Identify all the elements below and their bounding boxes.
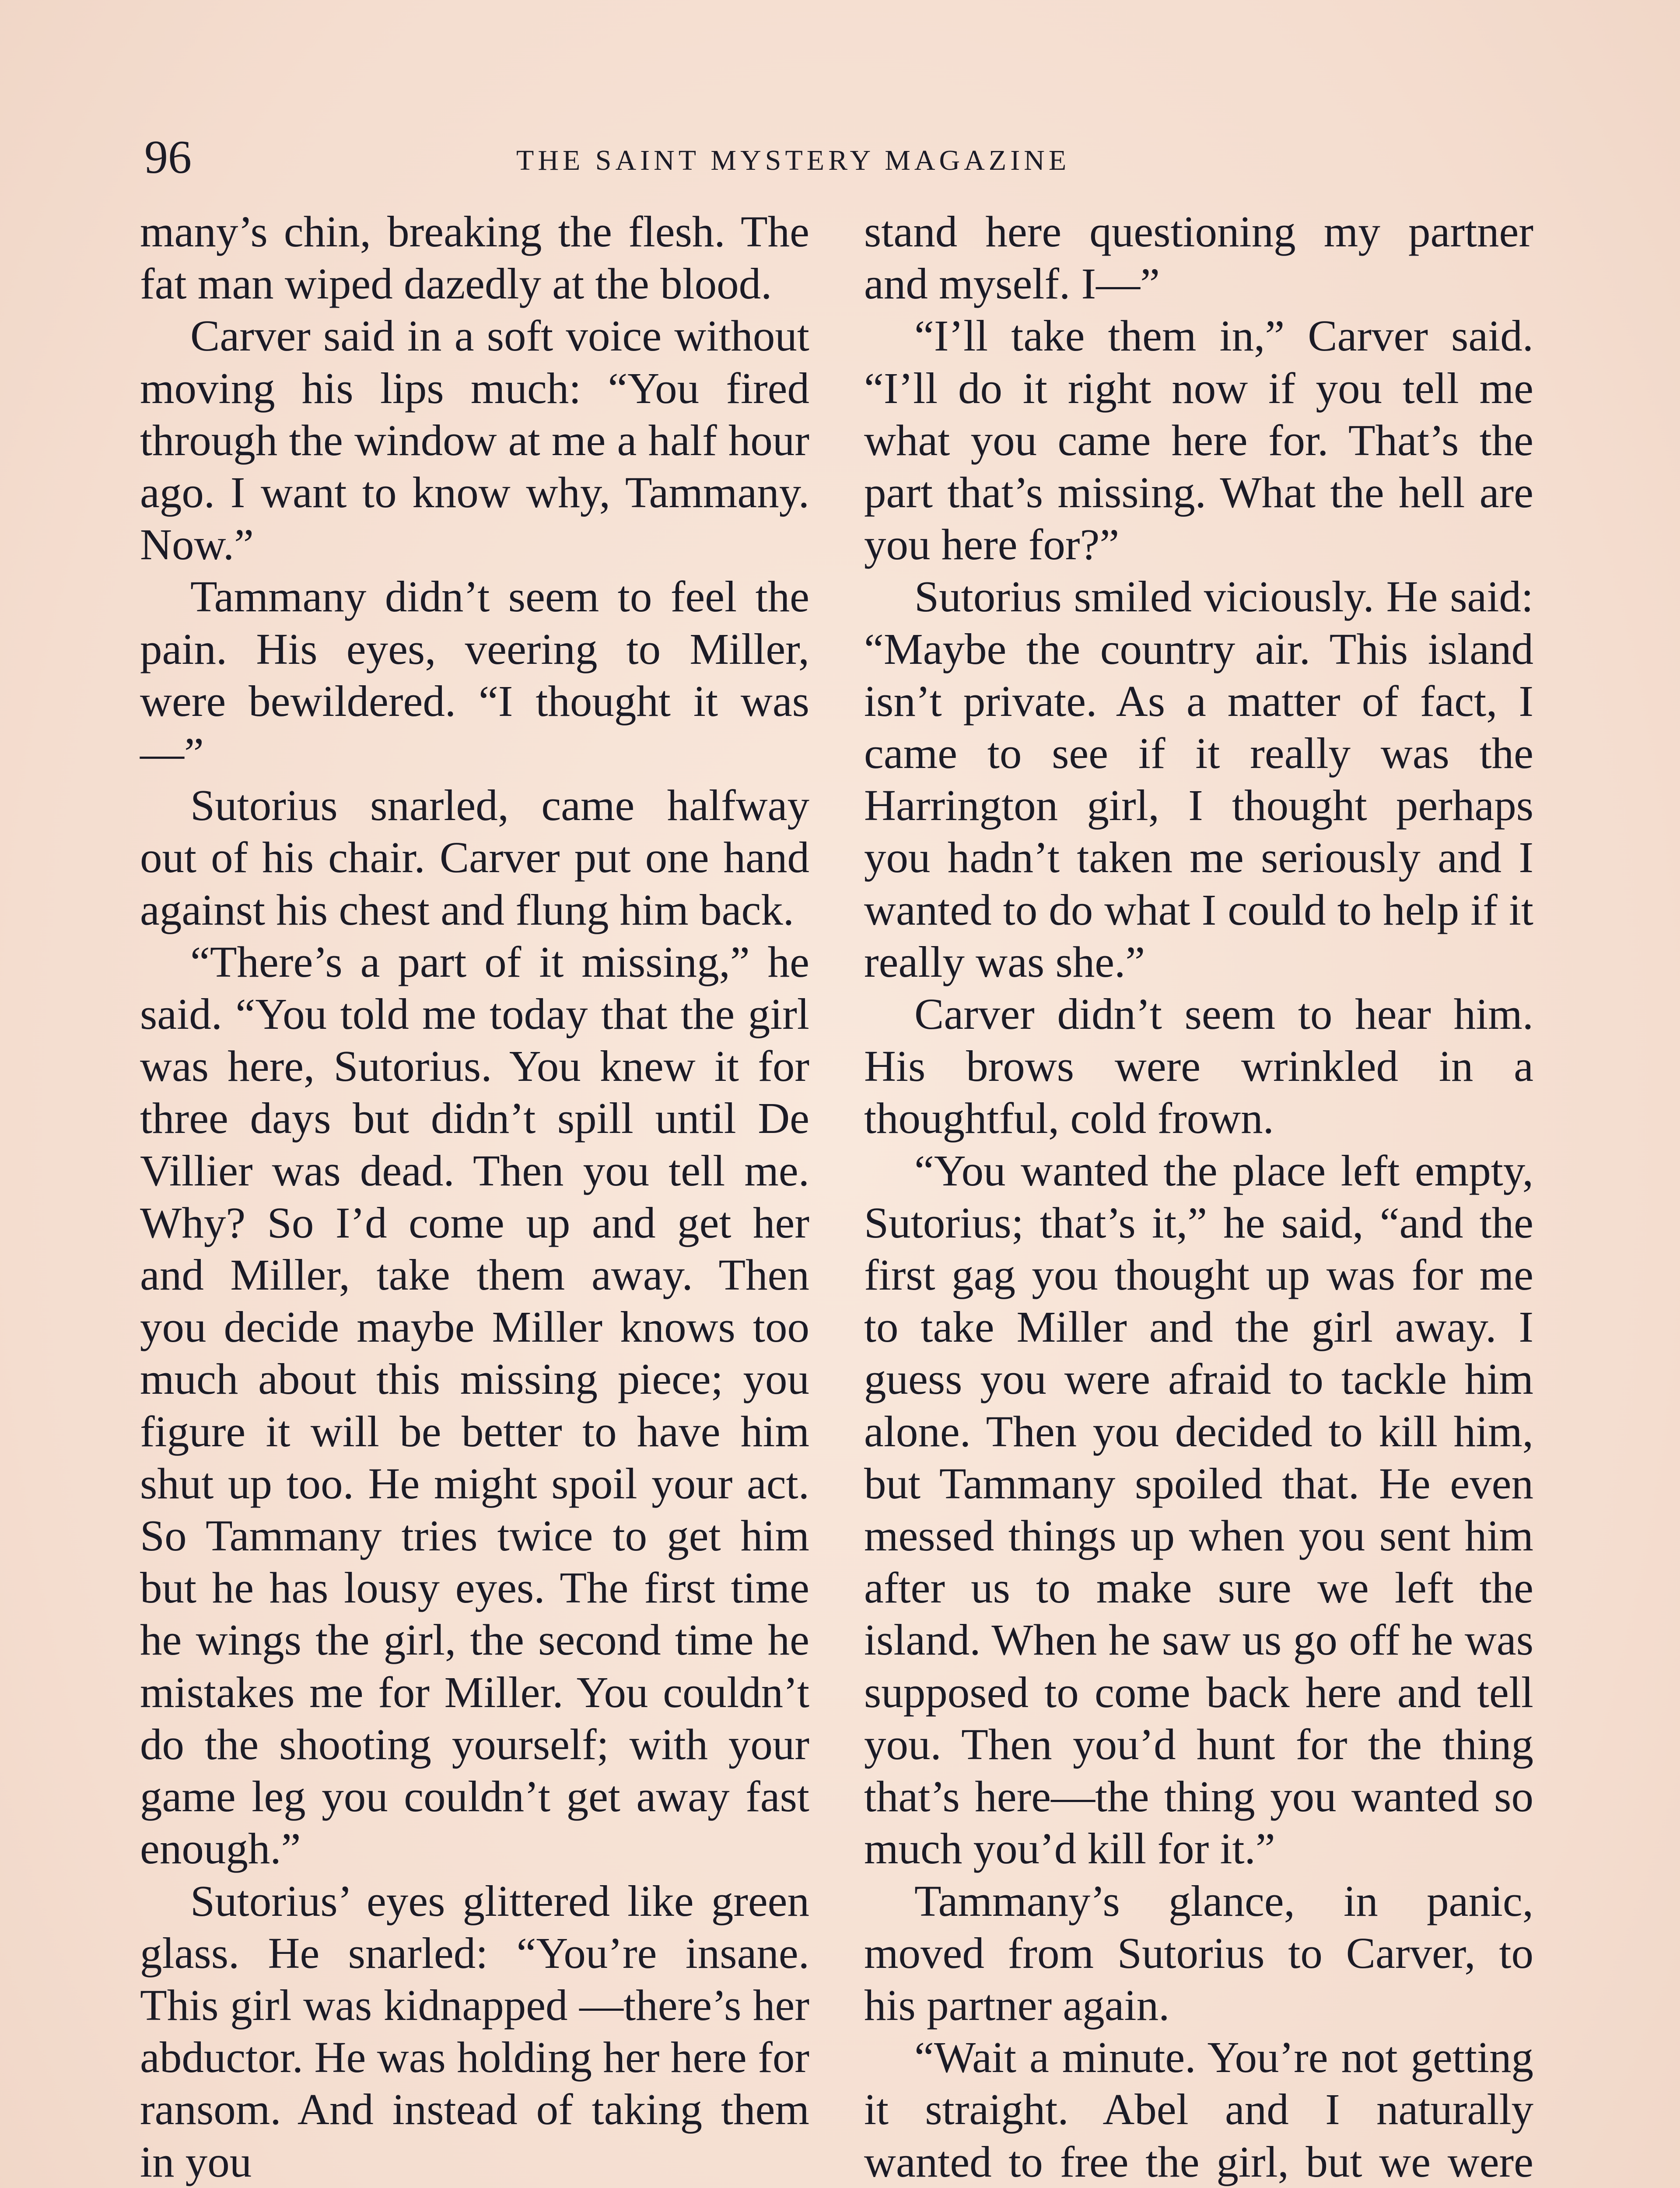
paragraph: many’s chin, breaking the flesh. The fat man wiped dazedly at the blood. [140,207,809,309]
paragraph: “I’ll take them in,” Carver said. “I’ll do it right now if you tell me what you came here for. That’s the part that’s missing. What the hell are you here for?” [864,311,1533,569]
paragraph: Tammany’s glance, in panic, moved from Sutorius to Carver, to his partner again. [864,1876,1533,2030]
paragraph: “There’s a part of it missing,” he said. “You told me today that the girl was here, Sutorius. You knew it for three days but didn’t spill until De Villier was dead. Then you tell me. Why? So I’d come up and get her and Miller, take them away. Then you decide maybe Miller knows too much about this missing piece; you figure it will be better to have him shut up too. He might spoil your act. So Tammany tries twice to get him but he has lousy eyes. The first time he wings the girl, the second time he mistakes me for Miller. You couldn’t do the shooting yourself; with your game leg you couldn’t get away fast enough.” [140,937,809,1873]
paragraph: Sutorius’ eyes glittered like green glass. He snarled: “You’re insane. This girl was kidnapped —there’s her abductor. He was holding her here for ransom. And instead of taking them in you [140,1876,809,2186]
paragraph: Carver said in a soft voice without moving his lips much: “You fired through the window at me a half hour ago. I want to know why, Tammany. Now.” [140,311,809,569]
running-title: THE SAINT MYSTERY MAGAZINE [516,144,1071,176]
left-column [140,206,809,2188]
paragraph: Carver didn’t seem to hear him. His brows were wrinkled in a thoughtful, cold frown. [864,989,1533,1143]
page-number: 96 [144,131,192,183]
page-header [144,131,1536,193]
paragraph: Sutorius snarled, came halfway out of his chair. Carver put one hand against his chest and flung him back. [140,781,809,934]
right-column [864,206,1533,2188]
paragraph: “You wanted the place left empty, Sutorius; that’s it,” he said, “and the first gag you thought up was for me to take Miller and the girl away. I guess you were afraid to tackle him alone. Then you decided to kill him, but Tammany spoiled that. He even messed things up when you sent him after us to make sure we left the island. When he saw us go off he was supposed to come back here and tell you. Then you’d hunt for the thing that’s here—the thing you wanted so much you’d kill for it.” [864,1146,1533,1873]
paragraph: stand here questioning my partner and myself. I—” [864,207,1533,309]
paragraph: Sutorius smiled viciously. He said: “Maybe the country air. This island isn’t private. As a matter of fact, I came to see if it really was the Harrington girl, I thought perhaps you hadn’t taken me seriously and I wanted to do what I could to help if it really was she.” [864,572,1533,986]
paragraph: “Wait a minute. You’re not getting it straight. Abel and I naturally wanted to free the girl, but we were [864,2033,1533,2186]
paragraph: Tammany didn’t seem to feel the pain. His eyes, veering to Miller, were bewildered. “I thought it was—” [140,572,809,778]
